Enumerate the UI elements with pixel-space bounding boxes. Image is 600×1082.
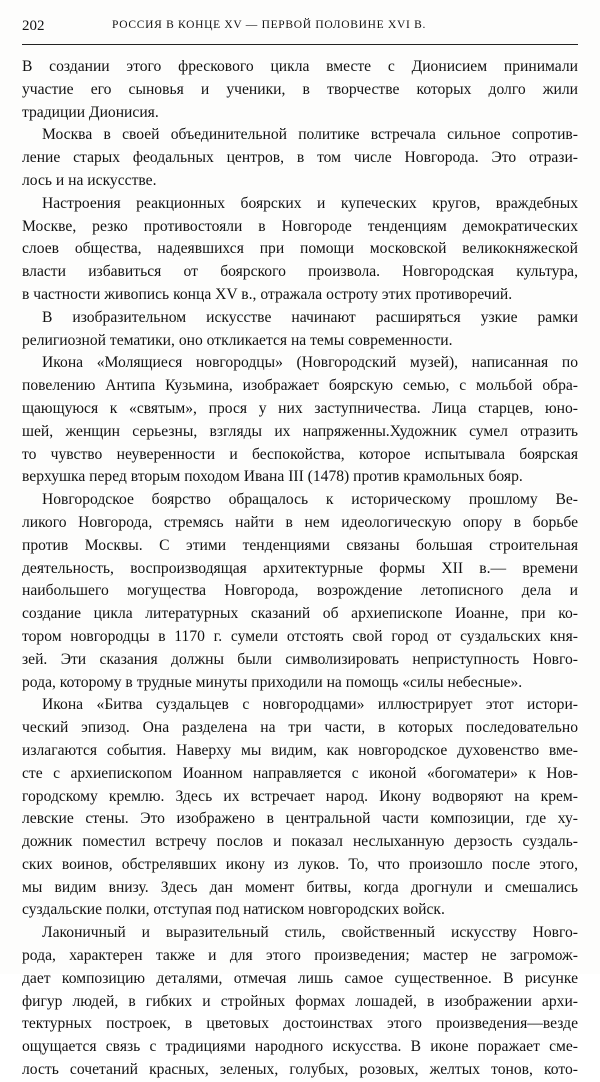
text-line: верхушка перед вторым походом Ивана III (1478) против крамольных бояр. bbox=[22, 468, 523, 486]
text-line: дожник поместил встречу послов и показал неслыханную дерзость суздаль- bbox=[22, 833, 578, 851]
text-line: Настроения реакционных боярских и купеческих кругов, враждебных bbox=[42, 194, 578, 212]
text-line: рода, характерен также и для этого произведения; мастер не загромож- bbox=[22, 947, 578, 965]
text-line: лось и на искусстве. bbox=[22, 171, 157, 189]
text-line: ощущается связь с традициями народного искусства. В иконе поражает сме- bbox=[22, 1038, 578, 1056]
text-line: В создании этого фрескового цикла вместе с Дионисием принимали bbox=[22, 58, 578, 75]
page-header bbox=[22, 16, 578, 38]
text-line: тором новгородцы в 1170 г. сумели отстоять свой город от суздальских кня- bbox=[22, 627, 578, 645]
paragraph bbox=[22, 694, 578, 922]
text-line: щающуюся к «святым», прося у них заступничества. Лица старцев, юно- bbox=[22, 399, 578, 417]
text-line: рода, которому в трудные минуты приходили на помощь «силы небесные». bbox=[22, 673, 523, 691]
body-text bbox=[22, 56, 578, 1082]
text-line: зей. Эти сказания должны были символизировать неприступность Новго- bbox=[22, 650, 578, 668]
text-line: ских воинов, обстрелявших икону из луков. То, что произошло после этого, bbox=[22, 855, 578, 873]
text-line: традиции Дионисия. bbox=[22, 103, 159, 121]
text-line: Икона «Битва суздальцев с новгородцами» иллюстрирует этот истори- bbox=[42, 696, 578, 714]
page-number: 202 bbox=[22, 18, 45, 34]
text-line: то чувство неуверенности и беспокойства, которое испытывала боярская bbox=[22, 445, 578, 463]
text-line: излагаются события. Наверху мы видим, как новгородское духовенство вме- bbox=[22, 741, 578, 759]
paragraph bbox=[22, 307, 578, 353]
text-line: ческий эпизод. Она разделена на три части, в которых последовательно bbox=[22, 719, 578, 737]
running-title: РОССИЯ В КОНЦЕ XV — ПЕРВОЙ ПОЛОВИНЕ XVI В. bbox=[112, 19, 427, 31]
text-line: против Москвы. С этими тенденциями связаны большая строительная bbox=[22, 536, 578, 554]
text-line: религиозной тематики, оно откликается на темы современности. bbox=[22, 331, 453, 349]
text-line: городскому кремлю. Здесь их встречает народ. Икону водворяют на крем- bbox=[22, 787, 578, 805]
paragraph bbox=[22, 56, 578, 124]
text-line: сте с архиепископом Иоанном направляется с иконой «богоматери» к Нов- bbox=[22, 764, 578, 782]
paragraph bbox=[22, 193, 578, 307]
text-line: Москве, резко противостояли в Новгороде тенденциям демократических bbox=[22, 217, 578, 235]
paragraph bbox=[22, 489, 578, 694]
text-line: наибольшего могущества Новгорода, возрождение летописного дела и bbox=[22, 582, 578, 600]
text-line: Москва в своей объединительной политике встречала сильное сопротив- bbox=[42, 126, 578, 144]
text-line: дает композицию деталями, отмечая лишь самое существенное. В рисунке bbox=[22, 969, 578, 987]
text-line: создание цикла литературных сказаний об архиепископе Иоанне, при ко- bbox=[22, 605, 578, 623]
text-line: ликого Новгорода, стремясь найти в нем идеологическую опору в борьбе bbox=[22, 513, 578, 531]
text-line: Лаконичный и выразительный стиль, свойственный искусству Новго- bbox=[42, 924, 578, 942]
text-line: власти избавиться от боярского произвола. Новгородская культура, bbox=[22, 263, 578, 281]
text-line: мы видим внизу. Здесь дан момент битвы, когда дрогнули и смешались bbox=[22, 878, 578, 896]
text-line: слоев общества, надеявшихся при помощи московской великокняжеской bbox=[22, 240, 578, 258]
text-line: суздальские полки, отступая под натиском новгородских войск. bbox=[22, 901, 445, 919]
text-line: участие его сыновья и ученики, в творчестве которых долго жили bbox=[22, 80, 578, 98]
text-line: В изобразительном искусстве начинают расширяться узкие рамки bbox=[42, 308, 578, 326]
paragraph bbox=[22, 124, 578, 192]
paragraph bbox=[22, 352, 578, 489]
text-line: левские стены. Это изображено в центральной части композиции, где ху- bbox=[22, 810, 578, 828]
text-line: фигур людей, в гибких и стройных формах лошадей, в изображении архи- bbox=[22, 992, 578, 1010]
text-line: лость сочетаний красных, зеленых, голубых, розовых, желтых тонов, кото- bbox=[22, 1061, 578, 1079]
text-line: шей, женщин серьезны, взгляды их напряженны.Художник сумел отразить bbox=[22, 422, 578, 440]
text-line: ление старых феодальных центров, в том числе Новгорода. Это отрази- bbox=[22, 149, 578, 167]
text-line: деятельность, воспроизводящая архитектурные формы XII в.— времени bbox=[22, 559, 578, 577]
text-line: повелению Антипа Кузьмина, изображает боярскую семью, с мольбой обра- bbox=[22, 377, 578, 395]
text-line: Новгородское боярство обращалось к историческому прошлому Ве- bbox=[42, 491, 578, 509]
paragraph bbox=[22, 922, 578, 1082]
text-line: Икона «Молящиеся новгородцы» (Новгородский музей), написанная по bbox=[42, 354, 578, 372]
text-line: в частности живопись конца XV в., отражала остроту этих противоречий. bbox=[22, 285, 513, 303]
text-line: тектурных построек, в цветовых достоинствах этого произведения—везде bbox=[22, 1015, 578, 1033]
header-rule bbox=[22, 44, 578, 45]
